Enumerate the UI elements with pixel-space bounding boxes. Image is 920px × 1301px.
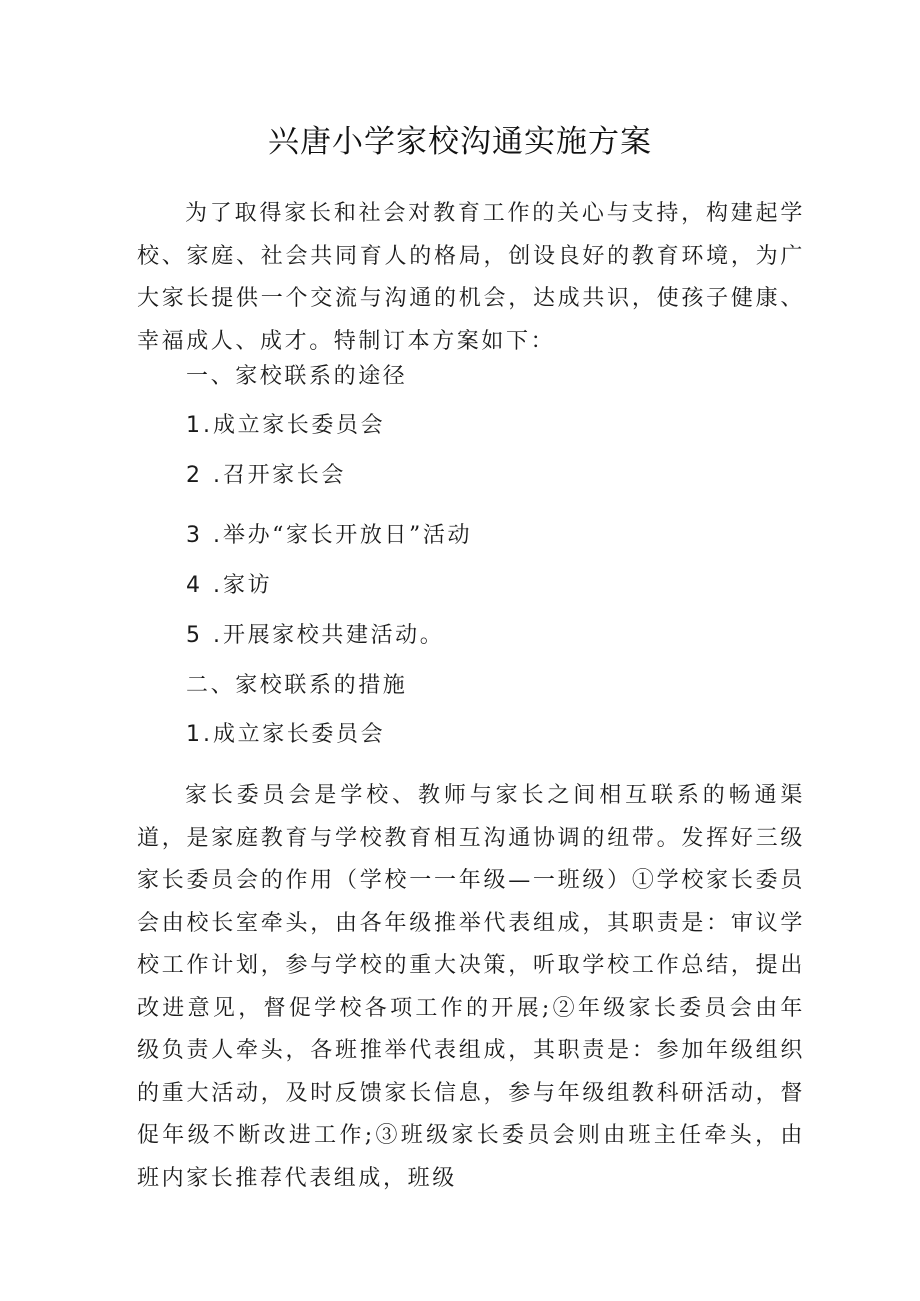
section1-item-2: [186, 459, 346, 493]
item-number: 3 .: [186, 523, 223, 548]
item-number: 1.: [186, 413, 213, 438]
section1-item-4: [186, 569, 272, 603]
section2-sub-heading: [186, 718, 385, 752]
section1-heading: 一、家校联系的途径: [186, 364, 408, 389]
item-text: 家访: [222, 573, 273, 598]
item-text: 开展家校共建活动。: [222, 623, 445, 648]
item-text: 成立家长委员会: [213, 722, 386, 747]
document-title: 兴唐小学家校沟通实施方案: [268, 124, 652, 160]
item-text: 成立家长委员会: [213, 413, 386, 438]
item-text: 举办“家长开放日”活动: [222, 523, 473, 548]
item-text: 召开家长会: [222, 463, 346, 488]
item-number: 4 .: [186, 573, 223, 598]
section2-heading: 二、家校联系的措施: [186, 673, 408, 698]
item-number: 2 .: [186, 463, 223, 488]
section1-item-3: [186, 519, 472, 553]
item-number: 1.: [186, 722, 213, 747]
item-number: 5 .: [186, 623, 223, 648]
section1-item-1: [186, 409, 385, 443]
section1-item-5: [186, 619, 444, 653]
intro-paragraph: 为了取得家长和社会对教育工作的关心与支持，构建起学校、家庭、社会共同育人的格局，创设良好的教育环境，为广大家长提供一个交流与沟通的机会，达成共识，使孩子健康、幸福成人、成才。特制订本方案如下：: [137, 201, 805, 354]
section2-body-paragraph: 家长委员会是学校、教师与家长之间相互联系的畅通渠道，是家庭教育与学校教育相互沟通协调的纽带。发挥好三级家长委员会的作用（学校一一年级—一班级）①学校家长委员会由校长室牵头，由各年级推举代表组成，其职责是：审议学校工作计划，参与学校的重大决策，听取学校工作总结，提出改进意见，督促学校各项工作的开展;②年级家长委员会由年级负责人牵头，各班推举代表组成，其职责是：参加年级组织的重大活动，及时反馈家长信息，参与年级组教科研活动，督促年级不断改进工作;③班级家长委员会则由班主任牵头，由班内家长推荐代表组成，班级: [137, 783, 805, 1191]
